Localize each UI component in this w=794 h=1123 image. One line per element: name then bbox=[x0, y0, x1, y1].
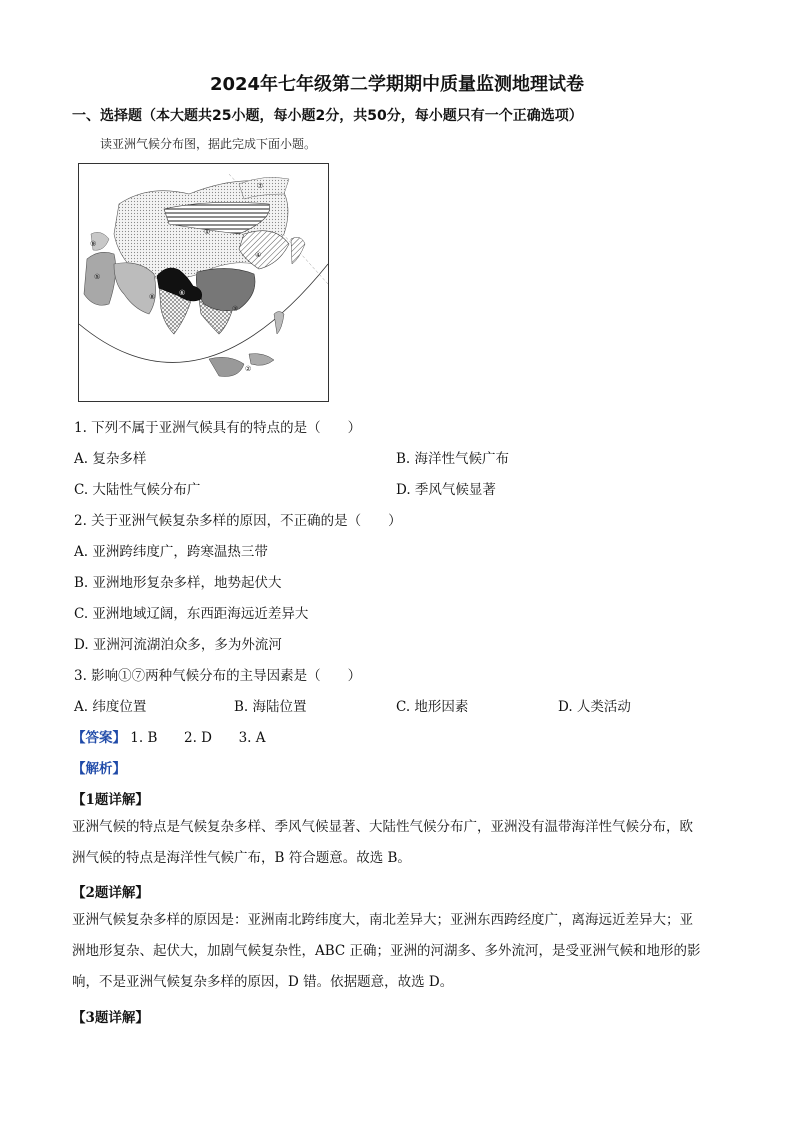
detail-2-body bbox=[72, 905, 722, 998]
question-2-option-b: B. 亚洲地形复杂多样，地势起伏大 bbox=[74, 575, 282, 591]
detail-2-line-1: 亚洲气候复杂多样的原因是：亚洲南北跨纬度大，南北差异大；亚洲东西跨经度广，离海远近差异大；亚 bbox=[72, 912, 693, 928]
question-1-stem: 1. 下列不属于亚洲气候具有的特点的是（ ） bbox=[74, 420, 362, 436]
question-1-option-a: A. 复杂多样 bbox=[74, 451, 147, 467]
map-label-4: ④ bbox=[255, 251, 262, 259]
map-label-7: ⑦ bbox=[257, 182, 264, 190]
question-3-option-c: C. 地形因素 bbox=[396, 699, 469, 715]
detail-2-line-2: 洲地形复杂、起伏大，加剧气候复杂性，ABC 正确；亚洲的河湖多、多外流河，是受亚洲气候和地形的影 bbox=[72, 943, 701, 959]
question-2-option-a: A. 亚洲跨纬度广，跨寒温热三带 bbox=[74, 544, 268, 560]
question-3-option-d: D. 人类活动 bbox=[558, 699, 631, 715]
asia-climate-map bbox=[78, 163, 329, 402]
detail-2-heading: 【2题详解】 bbox=[72, 885, 149, 901]
answer-item-2: 2. D bbox=[183, 730, 212, 746]
map-label-5: ⑤ bbox=[94, 273, 101, 281]
map-label-2: ② bbox=[245, 365, 252, 373]
question-1-option-c: C. 大陆性气候分布广 bbox=[74, 482, 201, 498]
detail-1-body bbox=[72, 812, 722, 874]
document-title: 2024年七年级第二学期期中质量监测地理试卷 bbox=[209, 74, 585, 95]
map-label-6: ⑥ bbox=[179, 289, 186, 297]
section-heading: 一、选择题（本大题共25小题，每小题2分，共50分，每小题只有一个正确选项） bbox=[72, 108, 583, 124]
question-3-stem: 3. 影响①⑦两种气候分布的主导因素是（ ） bbox=[74, 668, 362, 684]
detail-1-line-2: 洲气候的特点是海洋性气候广布，B 符合题意。故选 B。 bbox=[72, 850, 411, 866]
detail-3-heading: 【3题详解】 bbox=[72, 1010, 149, 1026]
question-2-option-c: C. 亚洲地域辽阔，东西距海远近差异大 bbox=[74, 606, 309, 622]
map-label-9: ⑨ bbox=[90, 240, 97, 248]
map-label-1: ① bbox=[204, 228, 211, 236]
answer-label: 【答案】 bbox=[72, 730, 126, 746]
question-2-option-d: D. 亚洲河流湖泊众多，多为外流河 bbox=[74, 637, 282, 653]
detail-1-heading: 【1题详解】 bbox=[72, 792, 149, 808]
answer-item-1: 1. B bbox=[130, 730, 158, 746]
detail-2-line-3: 响，不是亚洲气候复杂多样的原因，D 错。依据题意，故选 D。 bbox=[72, 974, 454, 990]
detail-1-line-1: 亚洲气候的特点是气候复杂多样、季风气候显著、大陆性气候分布广，亚洲没有温带海洋性气候分布，欧 bbox=[72, 819, 693, 835]
question-1-option-b: B. 海洋性气候广布 bbox=[396, 451, 510, 467]
question-3-option-a: A. 纬度位置 bbox=[74, 699, 147, 715]
question-3-option-b: B. 海陆位置 bbox=[234, 699, 307, 715]
reading-intro: 读亚洲气候分布图，据此完成下面小题。 bbox=[100, 137, 317, 151]
map-label-8: ⑧ bbox=[149, 293, 156, 301]
map-label-3: ③ bbox=[232, 305, 239, 313]
answer-row bbox=[72, 726, 266, 746]
analysis-label: 【解析】 bbox=[72, 761, 126, 777]
question-1-option-d: D. 季风气候显著 bbox=[396, 482, 496, 498]
question-2-stem: 2. 关于亚洲气候复杂多样的原因，不正确的是（ ） bbox=[74, 513, 402, 529]
answer-item-3: 3. A bbox=[238, 730, 266, 746]
